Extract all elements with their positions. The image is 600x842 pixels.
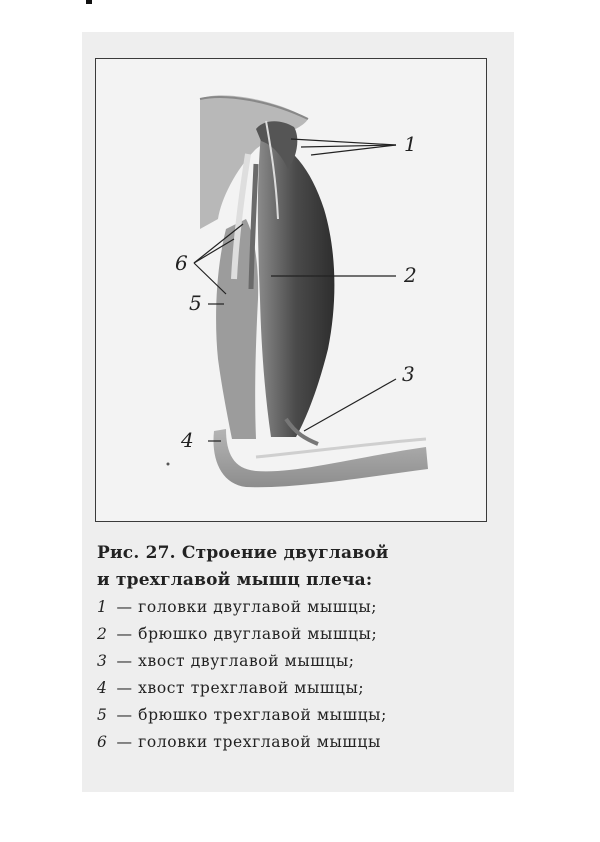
- legend-text: головки трехглавой мышцы: [138, 733, 381, 751]
- label-5: 5: [189, 291, 202, 315]
- legend-item: [97, 648, 507, 675]
- legend-number: 2: [97, 625, 108, 643]
- legend-dash: —: [116, 733, 133, 751]
- legend-item: [97, 621, 507, 648]
- legend-dash: —: [116, 598, 133, 616]
- caption-title-line-1: Рис. 27. Строение двуглавой: [97, 543, 389, 563]
- legend-item: [97, 702, 507, 729]
- caption-title-line-2: и трехглавой мышц плеча:: [97, 570, 373, 590]
- legend-text: головки двуглавой мышцы;: [138, 598, 378, 616]
- label-2: 2: [404, 263, 417, 287]
- legend-number: 4: [97, 679, 108, 697]
- legend-number: 3: [97, 652, 108, 670]
- label-6: 6: [175, 251, 188, 275]
- legend-item: [97, 729, 507, 756]
- biceps-belly: [258, 134, 335, 437]
- label-1: 1: [404, 132, 417, 156]
- legend-text: брюшко двуглавой мышцы;: [138, 625, 378, 643]
- speck: [167, 463, 170, 466]
- figure-frame: [95, 58, 487, 522]
- legend-item: [97, 594, 507, 621]
- legend-dash: —: [116, 652, 133, 670]
- legend-text: хвост трехглавой мышцы;: [138, 679, 365, 697]
- label-3: 3: [402, 362, 415, 386]
- legend-dash: —: [116, 706, 133, 724]
- arm-muscle-illustration: [96, 59, 488, 523]
- scan-mark: [86, 0, 92, 4]
- label-4: 4: [181, 428, 194, 452]
- legend-text: хвост двуглавой мышцы;: [138, 652, 355, 670]
- legend-dash: —: [116, 625, 133, 643]
- legend-number: 5: [97, 706, 108, 724]
- figure-caption: [97, 540, 507, 756]
- legend-text: брюшко трехглавой мышцы;: [138, 706, 387, 724]
- legend-item: [97, 675, 507, 702]
- legend-number: 1: [97, 598, 108, 616]
- legend-number: 6: [97, 733, 108, 751]
- legend-dash: —: [116, 679, 133, 697]
